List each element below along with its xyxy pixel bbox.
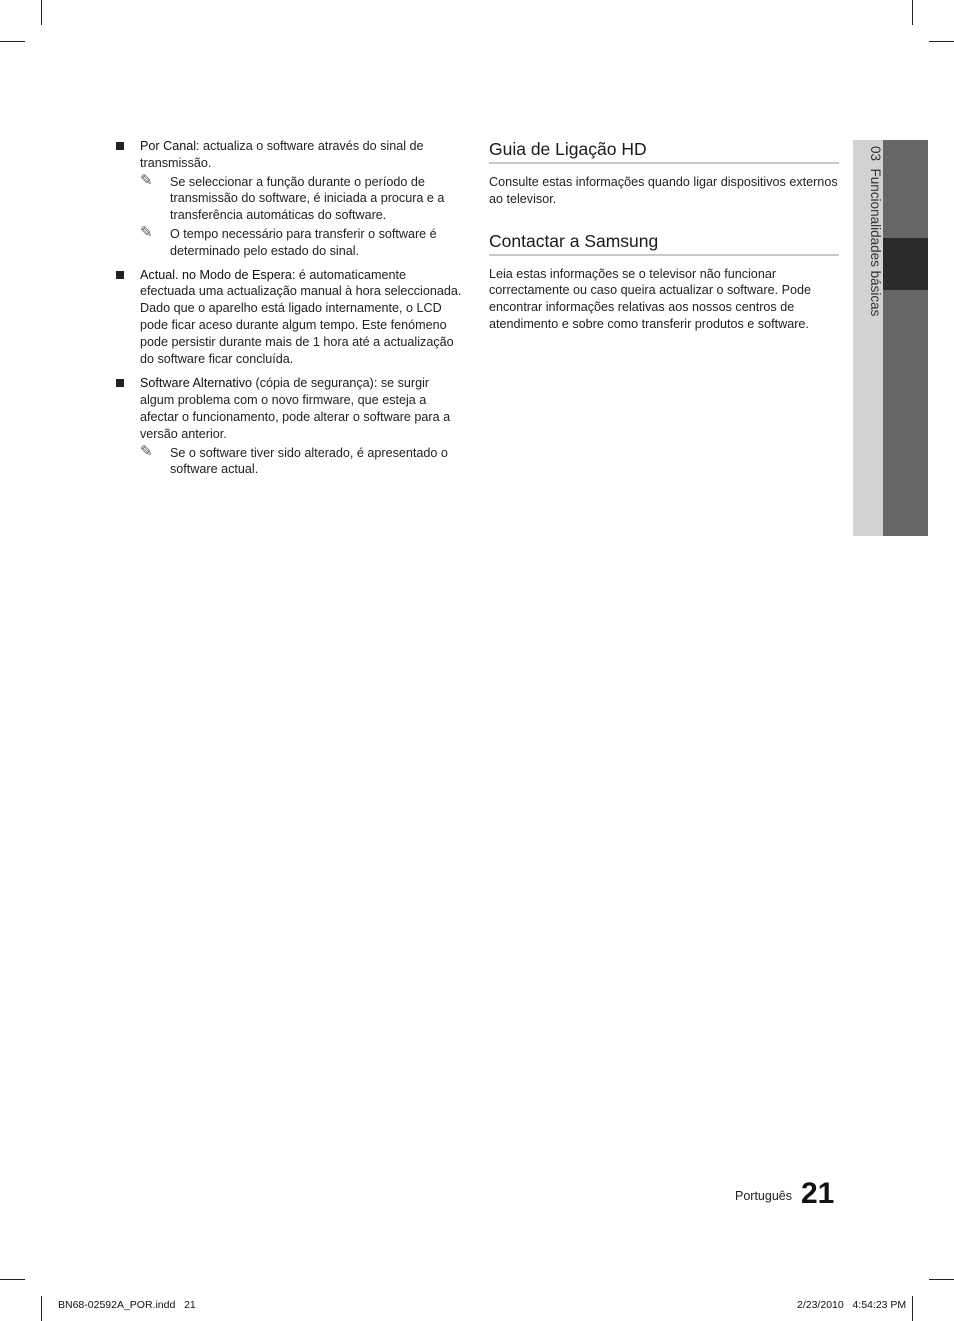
crop-mark <box>929 1279 954 1280</box>
note <box>140 442 462 479</box>
chapter-number: 03 <box>868 146 883 162</box>
crop-mark <box>41 1296 42 1321</box>
side-tab-strip <box>883 140 928 536</box>
item-term: Por Canal <box>140 139 197 153</box>
section-hd-guide <box>489 138 839 208</box>
print-timestamp: 2/23/2010 4:54:23 PM <box>797 1299 907 1311</box>
pencil-note-icon: ✎ <box>140 442 153 460</box>
footer-language: Português <box>735 1189 792 1203</box>
note-text: O tempo necessário para transferir o software é determinado pelo estado do sinal. <box>170 226 437 258</box>
note-text: Se seleccionar a função durante o período de transmissão do software, é iniciada a procura e a transferência automáticas do software. <box>170 174 445 223</box>
section-body: Consulte estas informações quando ligar dispositivos externos ao televisor. <box>489 175 838 206</box>
page-number: 21 <box>801 1177 835 1210</box>
note-text: Se o software tiver sido alterado, é apresentado o software actual. <box>170 445 448 477</box>
crop-mark <box>0 41 25 42</box>
crop-mark <box>912 1296 913 1321</box>
section-contact-samsung <box>489 230 839 333</box>
side-tab-label <box>868 146 882 316</box>
crop-mark <box>0 1279 25 1280</box>
square-bullet-icon <box>116 271 124 279</box>
pencil-note-icon: ✎ <box>140 223 153 241</box>
bullet-item-standby-update <box>112 267 462 368</box>
note <box>140 223 462 260</box>
pencil-note-icon: ✎ <box>140 171 153 189</box>
square-bullet-icon <box>116 379 124 387</box>
item-text: : é automaticamente efectuada uma actualização manual à hora seleccionada. Dado que o aparelho está ligado internamente, o LCD pode ficar aceso durante algum tempo. Este fenómeno pode persistir durante mais de 1 hora até a actualização do software ficar concluída. <box>140 267 462 366</box>
section-title: Guia de Ligação HD <box>489 138 839 164</box>
section-title: Contactar a Samsung <box>489 230 839 256</box>
item-text: : actualiza o software através do sinal de transmissão. <box>140 139 424 170</box>
item-term: Actual. no Modo de Espera <box>140 267 292 282</box>
note <box>140 171 462 224</box>
item-text: (cópia de segurança): se surgir algum problema com o novo firmware, que esteja a afectar o funcionamento, pode alterar o software para a versão anterior. <box>140 376 451 441</box>
print-file-info: BN68-02592A_POR.indd 21 <box>58 1299 196 1311</box>
left-column <box>112 138 462 485</box>
crop-mark <box>912 0 913 25</box>
bullet-item-software-alternativo <box>112 375 462 478</box>
bullet-item-por-canal <box>112 138 462 260</box>
square-bullet-icon <box>116 142 124 150</box>
chapter-title: Funcionalidades básicas <box>868 168 883 317</box>
right-column <box>489 138 839 355</box>
section-body: Leia estas informações se o televisor não funcionar correctamente ou caso queira actualizar o software. Pode encontrar informações relativas aos nossos centros de atendimento e sobre como transferir produtos e software. <box>489 266 812 331</box>
crop-mark <box>929 41 954 42</box>
crop-mark <box>41 0 42 25</box>
side-tab-active-marker <box>883 238 928 290</box>
item-term: Software Alternativo <box>140 376 253 391</box>
